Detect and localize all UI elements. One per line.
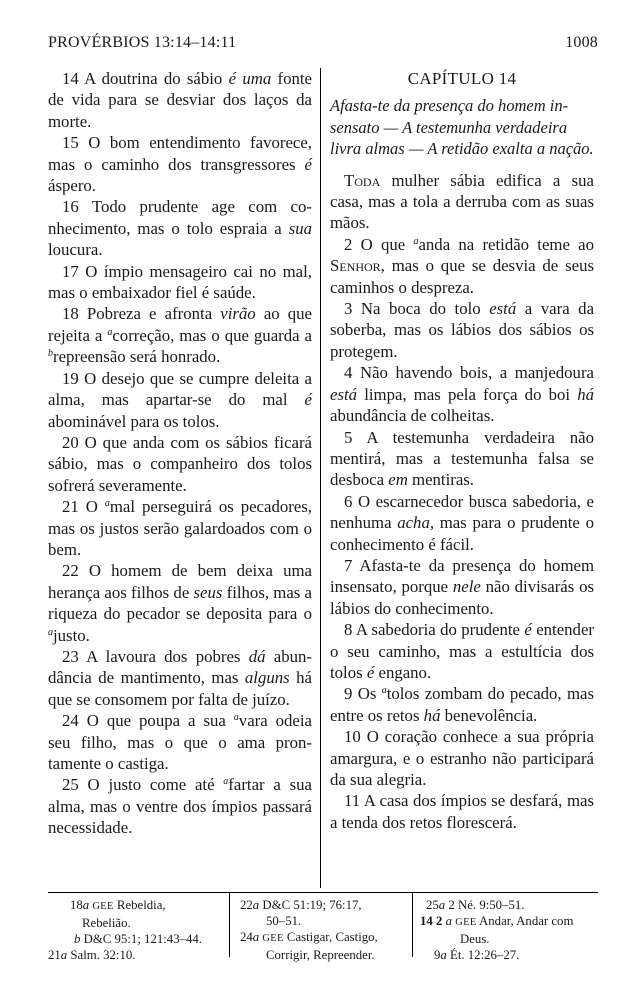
verse-13-19: 19 O desejo que se cumpre deleita a alma, mas apartar-se do mal é abominável para os tolos. (48, 368, 312, 431)
verse-13-18: 18 Pobreza e afronta virão ao que rejeita a $^a$correção, mas o que guarda a $^b$repreensão será honrado. (48, 304, 313, 367)
footnote-marker[interactable]: b (48, 348, 53, 360)
footnote-divider (229, 893, 230, 957)
running-header (48, 34, 598, 62)
verse-14-4: 4 Não havendo bois, a manjedoura está limpa, mas pela força do boi há abundância de colheitas. (330, 363, 594, 426)
verse-14-3: 3 Na boca do tolo está a vara da soberba, mas os lábios dos sábios os protegem. (330, 299, 595, 361)
left-column (48, 68, 312, 839)
footnote-continuation: Rebelião. (82, 916, 131, 930)
footnote-marker[interactable]: a (233, 712, 239, 724)
footnotes-column-3 (420, 897, 600, 963)
footnote-marker[interactable]: a (381, 685, 387, 697)
verse-14-7: 7 Afasta-te da presença do homem insensato, porque nele não divisarás os lábios do conhecimento. (330, 555, 595, 618)
footnote-item[interactable]: 22a D&C 51:19; 76:17, (240, 898, 362, 912)
verse-13-15: 15 O bom entendimento favorece, mas o caminho dos transgressores é áspero. (48, 133, 312, 196)
footnote-marker[interactable]: a (107, 326, 113, 338)
verse-13-24: 24 O que poupa a sua $^a$vara odeia seu filho, mas o que o ama prontamente o castiga. (48, 711, 312, 773)
footnote-continuation: Deus. (460, 932, 490, 946)
chapter-summary: Afasta-te da presença do homem insensato — A testemunha verdadeira livra almas — A retidão exalta a nação. (330, 96, 594, 159)
footnote-continuation: Corrigir, Repreender. (266, 948, 375, 962)
footnote-item[interactable]: 25a 2 Né. 9:50–51. (426, 898, 525, 912)
verse-14-2: 2 O que $^a$anda na retidão teme ao Senhor, mas o que se desvia de seus caminhos o despreza. (330, 234, 594, 297)
chapter-heading: CAPÍTULO 14 (407, 69, 517, 88)
verse-14-10: 10 O coração conhece a sua própria amargura, e o estranho não participará da sua alegria. (330, 727, 594, 789)
footnote-continuation: 50–51. (266, 914, 302, 928)
page-number: 1008 (565, 34, 598, 51)
verse-14-11: 11 A casa dos ímpios se desfará, mas a tenda dos retos florescerá. (330, 791, 594, 832)
footnote-rule (48, 892, 598, 893)
footnotes-column-1 (48, 897, 228, 963)
verse-13-14: 14 A doutrina do sábio é uma fonte de vida para se desviar dos laços da morte. (48, 69, 312, 131)
footnote-item[interactable]: 24a GEE Castigar, Castigo, (240, 930, 378, 944)
footnote-item[interactable]: 21a Salm. 32:10. (48, 948, 136, 962)
verse-14-9: 9 Os $^a$tolos zombam do pecado, mas entre os retos há benevolência. (330, 684, 594, 725)
verse-13-25: 25 O justo come até $^a$fartar a sua alma, mas o ventre dos ímpios passará necessidade. (48, 775, 312, 838)
footnote-marker[interactable]: a (413, 235, 419, 247)
footnote-divider (412, 893, 413, 957)
verse-13-17: 17 O ímpio mensageiro cai no mal, mas o embaixador fiel é saúde. (48, 261, 312, 303)
verse-14-1: Toda mulher sábia edifica a sua casa, mas a tola a derruba com as suas mãos. (330, 170, 594, 233)
right-column (330, 68, 594, 833)
footnote-item[interactable]: 14 2 a GEE Andar, Andar com (420, 914, 574, 928)
footnote-item[interactable]: 18a GEE Rebeldia, (70, 898, 166, 912)
footnote-item[interactable]: 9a Ét. 12:26–27. (434, 948, 520, 962)
verse-13-16: 16 Todo prudente age com conhecimento, mas o tolo espraia a sua loucura. (48, 197, 312, 260)
verse-14-8: 8 A sabedoria do prudente é entender o seu caminho, mas a estultícia dos tolos é engano. (330, 620, 594, 682)
verse-13-21: 21 O $^a$mal perseguirá os pecadores, mas os justos serão galardoados com o bem. (48, 497, 312, 559)
footnote-marker[interactable]: a (48, 626, 53, 638)
running-title: PROVÉRBIOS 13:14–14:11 (48, 34, 237, 51)
verse-14-5: 5 A testemunha verdadeira não mentirá, mas a testemunha falsa se desboca em mentiras. (330, 427, 594, 490)
footnote-marker[interactable]: a (223, 776, 229, 788)
verse-13-23: 23 A lavoura dos pobres dá abundância de mantimento, mas alguns há que se consomem por falta de juízo. (48, 646, 312, 709)
footnote-item[interactable]: b D&C 95:1; 121:43–44. (74, 932, 202, 946)
verse-13-20: 20 O que anda com os sábios ficará sábio, mas o companheiro dos tolos sofrerá severamente. (48, 432, 312, 495)
verse-13-22: 22 O homem de bem deixa uma herança aos filhos de seus filhos, mas a riqueza do pecador se deposita para o $^a$justo. (48, 561, 312, 645)
footnote-marker[interactable]: a (104, 498, 110, 510)
footnotes-column-2 (238, 897, 410, 963)
column-divider (320, 68, 321, 888)
verse-14-6: 6 O escarnecedor busca sabedoria, e nenhuma acha, mas para o prudente o conhecimento é fácil. (330, 491, 594, 554)
